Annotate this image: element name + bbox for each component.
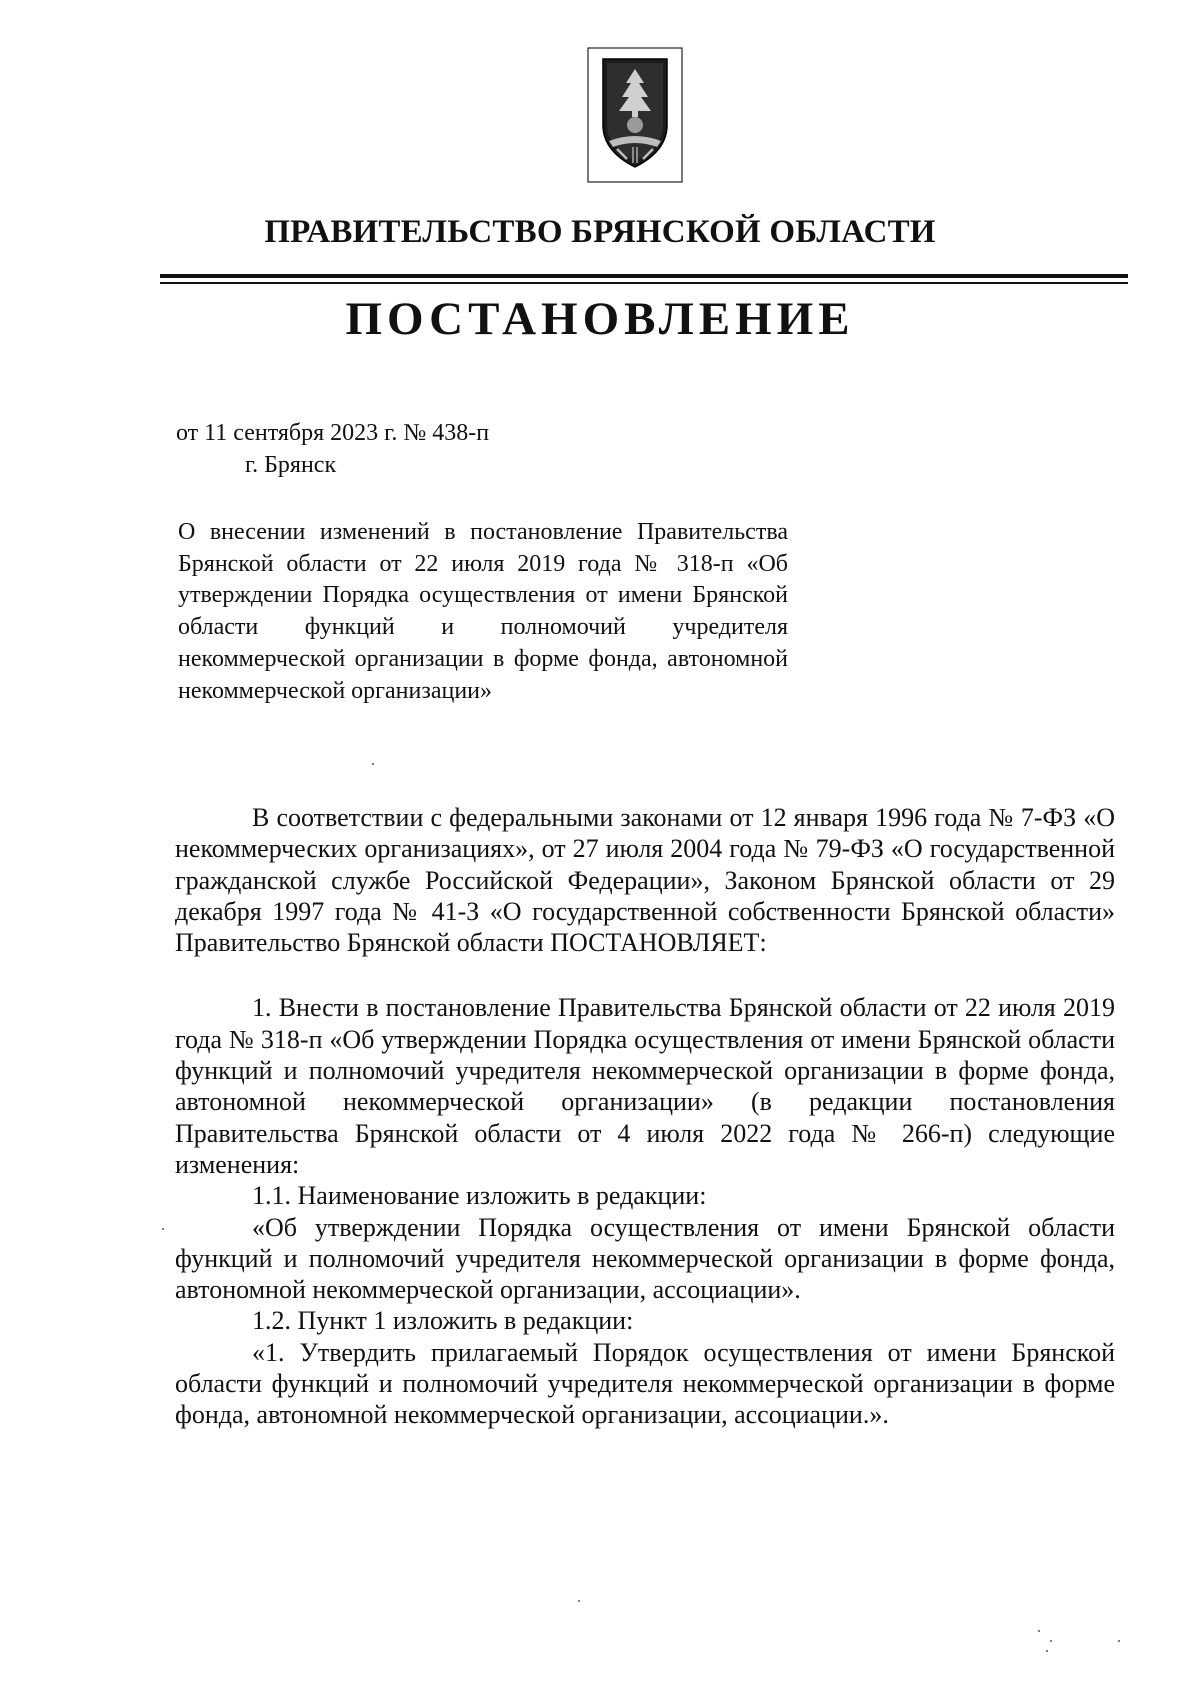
preamble-paragraph: В соответствии с федеральными законами от 12 января 1996 года № 7-ФЗ «О некоммерческих организациях», от 27 июля 2004 года № 79-ФЗ «О государственной гражданской службе Российской Федерации», Законом Брянской области от 29 декабря 1997 года № 41-З «О государственной собственности Брянской области» Правительство Брянской области ПОСТАНОВЛЯЕТ: <box>175 803 1115 958</box>
document-body <box>175 802 1115 1431</box>
item-1-paragraph: 1. Внести в постановление Правительства Брянской области от 22 июля 2019 года № 318-п «Об утверждении Порядка осуществления от имени Брянской области функций и полномочий учредителя некоммерческой организации в форме фонда, автономной некоммерческой организации» (в редакции постановления Правительства Брянской области от 4 июля 2022 года № 266-п) следующие изменения: <box>175 993 1115 1179</box>
header-rule-thin <box>160 282 1128 284</box>
document-subject: О внесении изменений в постановление Правительства Брянской области от 22 июля 2019 года № 318-п «Об утверждении Порядка осуществления от имени Брянской области функций и полномочий учредителя некоммерческой организации в форме фонда, автономной некоммерческой организации» <box>178 519 788 704</box>
document-meta <box>176 417 489 481</box>
city: г. Брянск <box>245 452 337 478</box>
item-1-1-text-paragraph: «Об утверждении Порядка осуществления от имени Брянской области функций и полномочий учредителя некоммерческой организации в форме фонда, автономной некоммерческой организации, ассоциации». <box>175 1212 1115 1305</box>
government-name: ПРАВИТЕЛЬСТВО БРЯНСКОЙ ОБЛАСТИ <box>264 214 936 250</box>
header-rule-thick <box>160 274 1128 278</box>
item-1-2-text-paragraph: «1. Утвердить прилагаемый Порядок осуществления от имени Брянской области функций и полномочий учредителя некоммерческой организации в форме фонда, автономной некоммерческой организации, ассоциации.». <box>175 1337 1115 1430</box>
item-1-1-paragraph: 1.1. Наименование изложить в редакции: <box>252 1181 707 1211</box>
date-and-number: от 11 сентября 2023 г. № 438-п <box>176 420 490 446</box>
document-type: ПОСТАНОВЛЕНИЕ <box>345 293 855 345</box>
bryansk-coat-of-arms-icon <box>587 47 683 183</box>
item-1-2-paragraph: 1.2. Пункт 1 изложить в редакции: <box>252 1306 634 1336</box>
